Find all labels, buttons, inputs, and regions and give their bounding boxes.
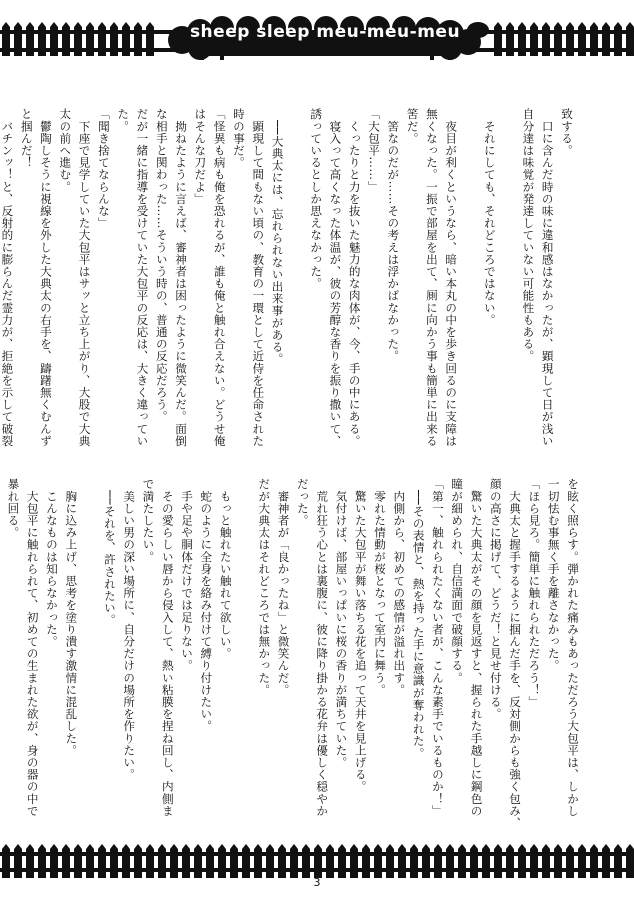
page-header-title: sheep sleep meu-meu-meu — [189, 22, 461, 42]
text-line: 荒れ狂う心とは裏腹に、彼に降り掛かる花弁は優しく穏やか — [315, 478, 330, 817]
text-line: 「第一、触れられたくない者が、こんな素手でいるものか！」 — [430, 478, 445, 817]
text-line: 口に含んだ時の味に違和感はなかったが、顕現して日が浅い — [540, 108, 555, 447]
text-line: 拗ねたように言えば、審神者は困ったように微笑んだ。面倒 — [174, 108, 189, 447]
text-line: ──それを、許されたい。 — [102, 478, 117, 627]
text-line: その愛らしい唇から侵入して、熱い粘膜を捏ね回し、内側ま — [160, 478, 175, 817]
text-line — [235, 478, 254, 828]
text-line: 美しい男の深い場所に、自分だけの場所を作りたい。 — [122, 478, 137, 781]
text-line: はそんな刀だよ」 — [193, 108, 208, 205]
text-line: だが大典太はそれどころでは無かった。 — [257, 478, 272, 696]
text-line: 気付けば、部屋いっぱいに桜の香りが満ちていた。 — [334, 478, 349, 769]
text-line: 寝入って高くなった体温が、彼の芳醇な香りを振り撒いて、 — [328, 108, 343, 447]
text-line: 筈だ。 — [405, 108, 420, 145]
text-line: だが一緒に指導を受けていた大包平の反応は、大きく違ってい — [135, 108, 150, 447]
text-line: 誘っているとしか思えなかった。 — [309, 108, 324, 290]
text-line: ──その表情と、熱を持った手に意識が奪われた。 — [411, 478, 426, 760]
text-line: もっと触れたい触れて欲しい。 — [218, 478, 233, 660]
text-line: バチンッ！と、反射的に膨らんだ霊力が、拒絶を示して破裂 — [0, 108, 15, 447]
text-line: を眩く照らす。弾かれた痛みもあっただろう大包平は、しかし — [566, 478, 580, 817]
text-line: 致する。 — [560, 108, 574, 157]
text-line: 零れた情動が桜となって室内に舞う。 — [373, 478, 388, 696]
text-line: 胸に込み上げ、思考を塗り潰す激情に混乱した。 — [64, 478, 79, 757]
text-line: ──大典太には、忘れられない出来事がある。 — [270, 108, 285, 365]
text-line: 「怪異も病も俺を恐れるが、誰も俺と触れ合えない。どうせ俺 — [212, 108, 227, 447]
text-line: 内側から、初めての感情が溢れ出す。 — [392, 478, 407, 696]
text-line: 時の事だ。 — [231, 108, 246, 169]
text-line: 蛇のように全身を絡み付けて縛り付けたい。 — [199, 478, 214, 733]
text-line: 瞳が細められ、自信満面で破顔する。 — [450, 478, 465, 684]
text-line: 大包平に触れられて、初めての生まれた欲が、身の器の中で — [25, 478, 40, 817]
text-line: 「ほら見ろ。簡単に触れられただろう！」 — [527, 478, 542, 708]
text-line: 手や足や胴体だけでは足りない。 — [180, 478, 195, 672]
text-line: それにしても、それどころではない。 — [482, 108, 497, 326]
page-number: 3 — [313, 876, 321, 889]
body-text-lower — [3, 478, 582, 828]
text-line: 太の前へ進む。 — [58, 108, 73, 193]
text-line — [80, 478, 99, 828]
text-line: 無くなった。一振で部屋を出て、厠に向かう事も簡単に出来る — [424, 108, 439, 447]
text-line: 自分達は味覚が発達していない可能性もある。 — [521, 108, 536, 363]
text-line: 審神者が「良かったね」と微笑んだ。 — [276, 478, 291, 696]
text-line: 「大包平……」 — [367, 108, 382, 193]
text-line: だった。 — [295, 478, 310, 527]
text-line: 顔の高さに掲げて、どうだ！と見せ付ける。 — [488, 478, 503, 720]
text-line: 筈なのだが……その考えは浮かばなかった。 — [386, 108, 401, 363]
text-line — [287, 108, 306, 408]
text-line: こんなものは知らなかった。 — [44, 478, 59, 648]
text-line: と掴んだ！ — [19, 108, 34, 169]
text-line: 鬱陶しそうに視線を外した大典太の右手を、躊躇無くむんず — [38, 108, 53, 447]
text-line: な相手と関わった……そういう時の、普通の反応だろう。 — [154, 108, 169, 423]
text-line: 暴れ回る。 — [6, 478, 21, 539]
text-line — [499, 108, 518, 408]
text-line: 顕現して間もない頃の、教育の一環として近侍を任命された — [251, 108, 266, 447]
text-line — [460, 108, 479, 408]
text-line: 夜目が利くというなら、暗い本丸の中を歩き回るのに支障は — [444, 108, 459, 447]
text-line: 大典太と握手するように掴んだ手を、反対側からも強く包み、 — [508, 478, 523, 829]
text-line: 驚いた大典太がその顔を見返すと、握られた手越しに鋼色の — [469, 478, 484, 817]
body-text-upper — [0, 108, 576, 447]
text-line: 一切怯む事無く手を離さなかった。 — [546, 478, 561, 672]
fence-border-bottom — [0, 842, 634, 902]
text-line: 驚いた大包平が舞い落ちる花を追って天井を見上げる。 — [353, 478, 368, 793]
text-line: 下座で見学していた大包平はサッと立ち上がり、大股で大典 — [77, 108, 92, 447]
text-line: で満たしたい。 — [141, 478, 156, 563]
text-line: た。 — [116, 108, 131, 133]
text-line: くったりと力を抜いた魅力的な肉体が、今、手の中にある。 — [347, 108, 362, 447]
text-line: 「聞き捨てならんな」 — [96, 108, 111, 229]
